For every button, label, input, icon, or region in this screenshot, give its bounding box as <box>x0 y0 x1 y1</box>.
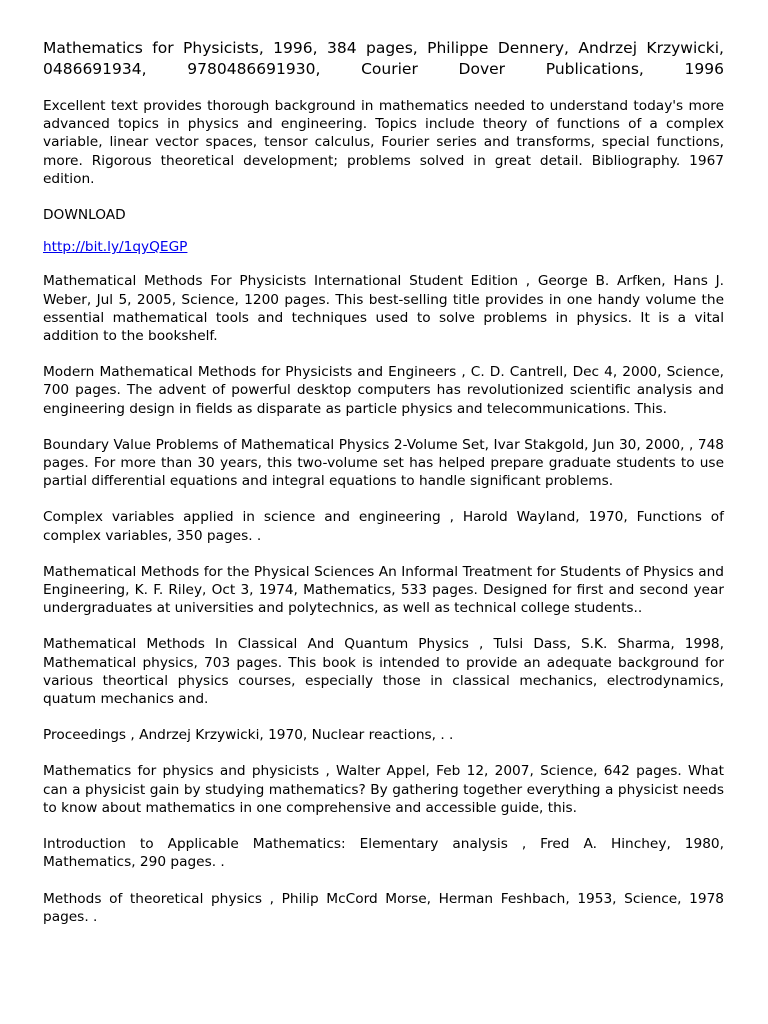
download-label: DOWNLOAD <box>43 207 126 224</box>
entry-hinchey: Introduction to Applicable Mathematics: Elementary analysis , Fred A. Hinchey, 1980, Mathematics, 290 pages. . <box>43 836 724 871</box>
entry-wayland: Complex variables applied in science and engineering , Harold Wayland, 1970, Functions of complex variables, 350 pages. . <box>43 509 724 544</box>
entry-morse: Methods of theoretical physics , Philip McCord Morse, Herman Feshbach, 1953, Science, 1978 pages. . <box>43 890 724 925</box>
book-description: Excellent text provides thorough background in mathematics needed to understand today's more advanced topics in physics and engineering. Topics include theory of functions of a complex variable, linear vector spaces, tensor calculus, Fourier series and transforms, special functions, more. Rigorous theoretical development; problems solved in great detail. Bibliography. 1967 edition. <box>43 98 724 187</box>
entry-riley: Mathematical Methods for the Physical Sciences An Informal Treatment for Students of Physics and Engineering, K. F. Riley, Oct 3, 1974, Mathematics, 533 pages. Designed for first and second year undergraduates at universities and polytechnics, as well as technical college students.. <box>43 563 724 617</box>
document-title <box>43 38 724 80</box>
download-link[interactable]: http://bit.ly/1qyQEGP <box>43 239 188 256</box>
title-line-1: Mathematics for Physicists, 1996, 384 pages, Philippe Dennery, Andrzej Krzywicki, <box>43 39 724 57</box>
entry-appel: Mathematics for physics and physicists , Walter Appel, Feb 12, 2007, Science, 642 pages. What can a physicist gain by studying mathematics? By gathering together everything a physicist needs to know about mathematics in one comprehensive and accessible guide, this. <box>43 763 724 816</box>
entry-stakgold: Boundary Value Problems of Mathematical Physics 2-Volume Set, Ivar Stakgold, Jun 30, 2000, , 748 pages. For more than 30 years, this two-volume set has helped prepare graduate students to use partial differential equations and integral equations to handle significant problems. <box>43 436 724 490</box>
entry-arfken: Mathematical Methods For Physicists International Student Edition , George B. Arfken, Hans J. Weber, Jul 5, 2005, Science, 1200 pages. This best-selling title provides in one handy volume the essential mathematical tools and techniques used to solve problems in physics. It is a vital addition to the bookshelf. <box>43 273 724 345</box>
entry-dass: Mathematical Methods In Classical And Quantum Physics , Tulsi Dass, S.K. Sharma, 1998, Mathematical physics, 703 pages. This book is intended to provide an adequate background for various theortical physics courses, especially those in classical mechanics, electrodynamics, quatum mechanics and. <box>43 636 724 708</box>
download-link-paragraph <box>43 238 724 256</box>
entry-cantrell: Modern Mathematical Methods for Physicists and Engineers , C. D. Cantrell, Dec 4, 2000, Science, 700 pages. The advent of powerful desktop computers has revolutionized scientific analysis and engineering design in fields as disparate as particle physics and telecommunications. This. <box>43 364 724 417</box>
document-page <box>43 38 724 944</box>
entry-krzywicki: Proceedings , Andrzej Krzywicki, 1970, Nuclear reactions, . . <box>43 727 454 744</box>
title-line-2: 0486691934, 9780486691930, Courier Dover Publications, 1996 <box>43 60 724 78</box>
